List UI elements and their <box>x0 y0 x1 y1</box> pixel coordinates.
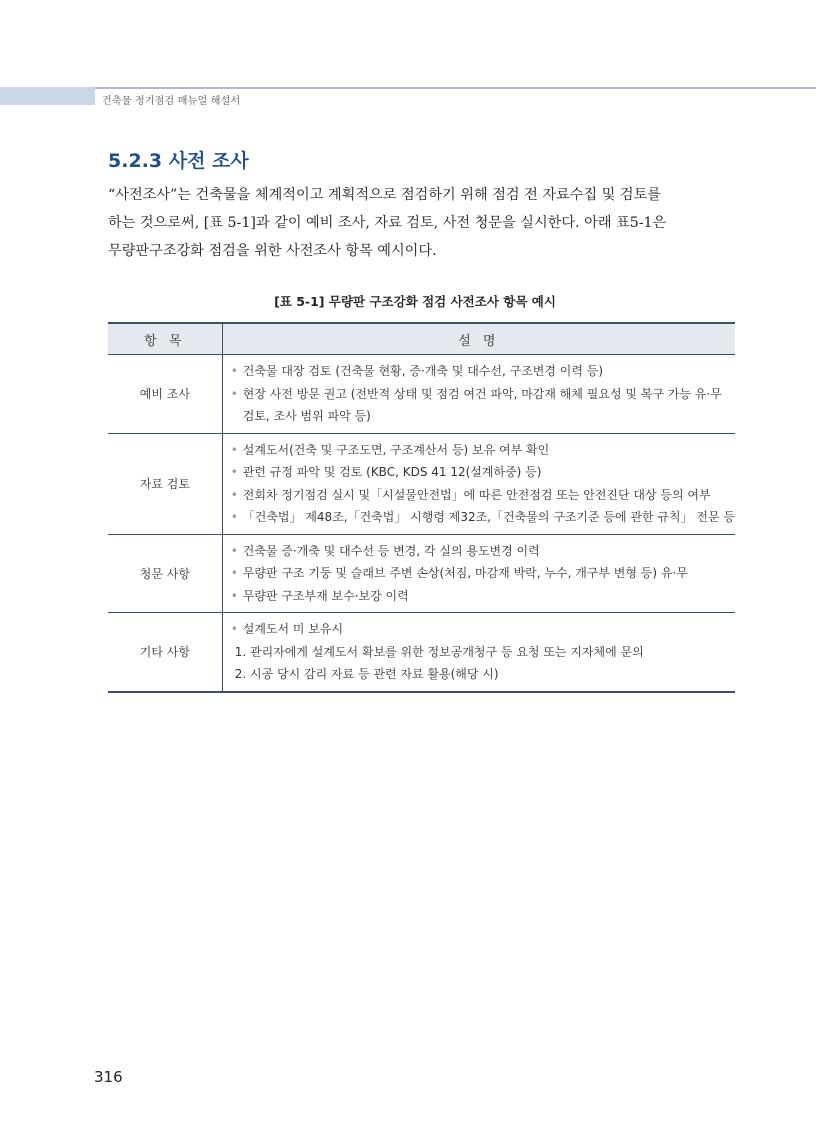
bullet-line: • 무량판 구조부재 보수·보강 이력 <box>231 585 735 608</box>
bullet-line: • 건축물 증·개축 및 대수선 등 변경, 각 실의 용도변경 이력 <box>231 540 735 563</box>
bullet-line: • 무량판 구조 기둥 및 슬래브 주변 손상(처짐, 마감재 박락, 누수, 개구부 변형 등) 유·무 <box>231 562 735 585</box>
section-title: 5.2.3 사전 조사 <box>108 150 249 172</box>
intro-line: “사전조사”는 건축물을 체계적이고 계획적으로 점검하기 위해 점검 전 자료수집 및 검토를 <box>108 187 661 203</box>
table-row <box>108 534 735 613</box>
header-rule <box>95 87 816 89</box>
bullet-line: • 설계도서 미 보유시 <box>231 618 735 641</box>
table-row <box>108 433 735 534</box>
intro-line: 무량판구조강화 점검을 위한 사전조사 항목 예시이다. <box>108 243 437 259</box>
table-header-row <box>108 323 735 355</box>
pre-survey-table <box>108 322 735 693</box>
column-header-description: 설 명 <box>222 323 735 355</box>
row-category: 예비 조사 <box>108 355 222 434</box>
bullet-line: • 건축물 대장 검토 (건축물 현황, 증·개축 및 대수선, 구조변경 이력 등) <box>231 360 735 383</box>
intro-line: 하는 것으로써, [표 5-1]과 같이 예비 조사, 자료 검토, 사전 청문을 실시한다. 아래 표5-1은 <box>108 215 667 231</box>
header-accent-block <box>0 87 95 105</box>
bullet-line: • 설계도서(건축 및 구조도면, 구조계산서 등) 보유 여부 확인 <box>231 439 735 462</box>
running-title: 건축물 정기점검 매뉴얼 해설서 <box>102 96 241 107</box>
bullet-line: • 「건축법」 제48조,「건축법」 시행령 제32조,「건축물의 구조기준 등에 관한 규칙」 전문 등 <box>231 506 735 529</box>
numbered-line: 1. 관리자에게 설계도서 확보를 위한 정보공개청구 등 요청 또는 지자체에 문의 <box>234 644 644 659</box>
table-row <box>108 613 735 692</box>
row-description <box>222 534 735 613</box>
table-row <box>108 355 735 434</box>
page-number: 316 <box>94 1068 123 1086</box>
numbered-line: 2. 시공 당시 감리 자료 등 관련 자료 활용(해당 시) <box>234 667 499 681</box>
bullet-line: • 현장 사전 방문 권고 (전반적 상태 및 점검 여건 파악, 마감재 해체 필요성 및 복구 가능 유·무 <box>231 383 735 406</box>
row-category: 기타 사항 <box>108 613 222 692</box>
row-description <box>222 613 735 692</box>
intro-paragraph <box>108 181 722 265</box>
row-category: 청문 사항 <box>108 534 222 613</box>
row-description <box>222 355 735 434</box>
table-caption: [표 5-1] 무량판 구조강화 점검 사전조사 항목 예시 <box>274 294 556 309</box>
bullet-line: • 관련 규정 파악 및 검토 (KBC, KDS 41 12(설계하중) 등) <box>231 461 735 484</box>
bullet-line: • 전회차 정기점검 실시 및「시설물안전법」에 따른 안전점검 또는 안전진단 대상 등의 여부 <box>231 484 735 507</box>
row-description <box>222 433 735 534</box>
row-category: 자료 검토 <box>108 433 222 534</box>
continuation-line: 검토, 조사 범위 파악 등) <box>242 409 371 423</box>
column-header-item: 항 목 <box>108 323 222 355</box>
